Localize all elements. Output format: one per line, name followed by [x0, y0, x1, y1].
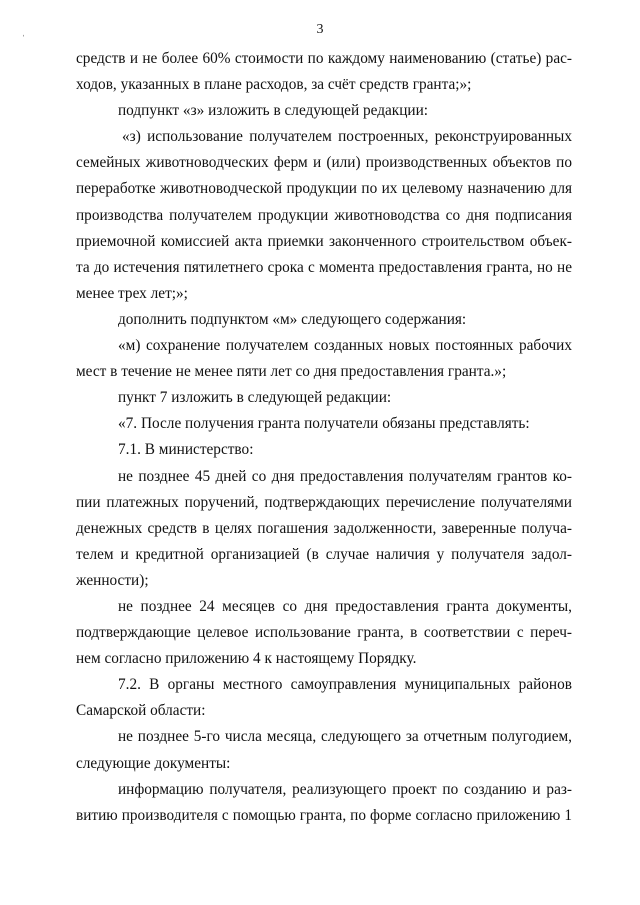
text-line: женности); [76, 571, 149, 589]
text-line: семейных животноводческих ферм и (или) производственных объектов по [76, 154, 572, 172]
text-line: следующие документы: [76, 754, 231, 772]
text-line: Самарской области: [76, 702, 206, 720]
text-line: не позднее 5-го числа месяца, следующего за отчетным полугодием, [118, 728, 572, 746]
document-body [76, 46, 572, 829]
text-line: не позднее 45 дней со дня предоставления получателям грантов ко- [118, 467, 572, 485]
text-line: мест в течение не менее пяти лет со дня предоставления гранта.»; [76, 363, 507, 381]
text-line: подтверждающие целевое использование гранта, в соответствии с переч- [76, 624, 572, 642]
text-line: нем согласно приложению 4 к настоящему Порядку. [76, 650, 417, 668]
text-line: производства получателем продукции животноводства со дня подписания [76, 206, 572, 224]
text-line: 7.1. В министерство: [118, 441, 254, 459]
text-line: 7.2. В органы местного самоуправления муниципальных районов [118, 676, 572, 694]
text-line: средств и не более 60% стоимости по каждому наименованию (статье) рас- [76, 50, 572, 67]
text-line: телем и кредитной организацией (в случае наличия у получателя задол- [76, 545, 572, 563]
text-line: ходов, указанных в плане расходов, за счёт средств гранта;»; [76, 76, 472, 94]
text-line: витию производителя с помощью гранта, по форме согласно приложению 1 [76, 806, 572, 824]
text-line: «м) сохранение получателем созданных новых постоянных рабочих [118, 337, 572, 355]
text-line: та до истечения пятилетнего срока с момента предоставления гранта, но не [76, 258, 572, 276]
text-line: информацию получателя, реализующего проект по созданию и раз- [118, 780, 572, 798]
text-line: приемочной комиссией акта приемки законченного строительством объек- [76, 232, 572, 250]
text-line: дополнить подпунктом «м» следующего содержания: [118, 310, 467, 328]
text-line: переработке животноводческой продукции по их целевому назначению для [76, 180, 572, 198]
text-line: пункт 7 изложить в следующей редакции: [118, 389, 392, 407]
text-line: подпункт «з» изложить в следующей редакции: [118, 102, 429, 120]
text-line: пии платежных поручений, подтверждающих перечисление получателями [76, 493, 572, 511]
text-line: денежных средств в целях погашения задолженности, заверенные получа- [76, 519, 572, 537]
text-line: «з) использование получателем построенных, реконструированных [122, 128, 572, 146]
page-number: 3 [316, 22, 324, 37]
text-line: не позднее 24 месяцев со дня предоставления гранта документы, [118, 597, 572, 615]
text-line: менее трех лет;»; [76, 284, 188, 302]
text-line: «7. После получения гранта получатели обязаны представлять: [118, 415, 530, 433]
scan-mark: ˈ [22, 34, 26, 45]
